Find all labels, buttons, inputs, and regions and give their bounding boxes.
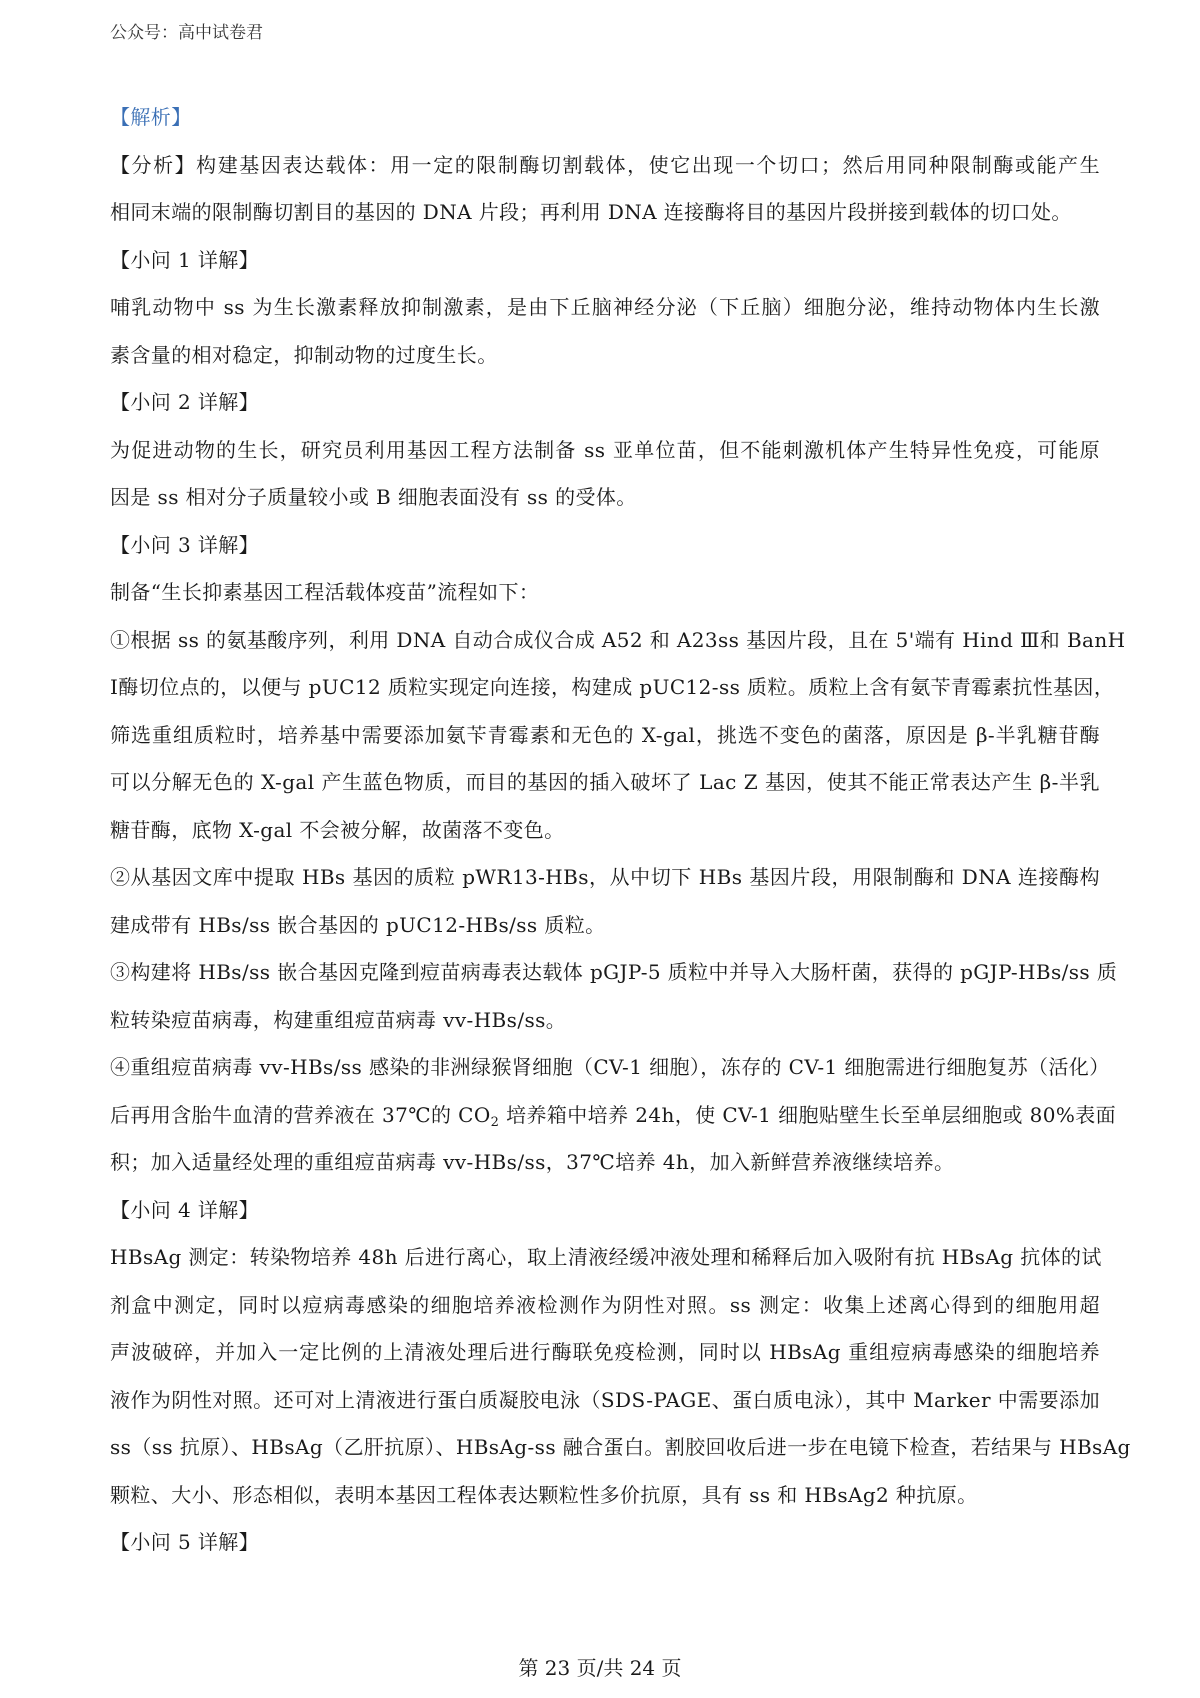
line-text: 液作为阴性对照。还可对上清液进行蛋白质凝胶电泳（SDS-PAGE、蛋白质电泳），其中 Marker 中需要添加 — [110, 1387, 1100, 1412]
text-line — [110, 1472, 1100, 1520]
line-text: HBsAg 测定：转染物培养 48h 后进行离心，取上清液经缓冲液处理和稀释后加入吸附有抗 HBsAg 抗体的试 — [110, 1245, 1102, 1269]
text-line — [110, 237, 1100, 285]
line-text: 为促进动物的生长，研究员利用基因工程方法制备 ss 亚单位苗，但不能刺激机体产生特异性免疫，可能原 — [110, 437, 1100, 462]
line-text: 【分析】构建基因表达载体：用一定的限制酶切割载体，使它出现一个切口；然后用同种限制酶或能产生 — [110, 152, 1100, 177]
text-line — [110, 1282, 1100, 1330]
line-text: 哺乳动物中 ss 为生长激素释放抑制激素，是由下丘脑神经分泌（下丘脑）细胞分泌，维持动物体内生长激 — [110, 295, 1100, 319]
text-line — [110, 1092, 1117, 1140]
text-line — [110, 522, 1100, 570]
line-text: 因是 ss 相对分子质量较小或 B 细胞表面没有 ss 的受体。 — [110, 485, 637, 509]
text-line — [110, 1187, 1100, 1235]
line-text-tail: 培养箱中培养 24h，使 CV-1 细胞贴壁生长至单层细胞或 80%表面 — [499, 1102, 1117, 1127]
line-text: 粒转染痘苗病毒，构建重组痘苗病毒 vv-HBs/ss。 — [110, 1007, 567, 1032]
line-text: 【小问 1 详解】 — [110, 247, 260, 272]
text-line — [110, 284, 1100, 332]
text-line — [110, 1329, 1100, 1377]
text-line — [110, 664, 1115, 712]
subscript: 2 — [490, 1114, 500, 1130]
line-text: 可以分解无色的 X-gal 产生蓝色物质，而目的基因的插入破坏了 Lac Z 基因，使其不能正常表达产生 β-半乳 — [110, 770, 1100, 794]
text-line — [110, 997, 1100, 1045]
line-text: 积；加入适量经处理的重组痘苗病毒 vv-HBs/ss，37℃培养 4h，加入新鲜营养液继续培养。 — [110, 1150, 955, 1174]
text-line — [110, 1377, 1100, 1425]
text-line — [110, 474, 1100, 522]
text-line — [110, 902, 1100, 950]
line-text: 剂盒中测定，同时以痘病毒感染的细胞培养液检测作为阴性对照。ss 测定：收集上述离心得到的细胞用超 — [110, 1292, 1100, 1317]
line-text: 糖苷酶，底物 X-gal 不会被分解，故菌落不变色。 — [110, 817, 565, 842]
text-line — [110, 1424, 1131, 1472]
text-line — [110, 617, 1126, 665]
text-line — [110, 949, 1118, 997]
text-line — [110, 1139, 1100, 1187]
line-text: ②从基因文库中提取 HBs 基因的质粒 pWR13-HBs，从中切下 HBs 基因片段，用限制酶和 DNA 连接酶构 — [110, 865, 1100, 889]
text-line — [110, 1044, 1110, 1092]
line-text: 【解析】 — [110, 105, 192, 129]
text-line — [110, 1519, 1100, 1567]
line-text: 后再用含胎牛血清的营养液在 37℃的 CO — [110, 1102, 491, 1127]
text-line — [110, 712, 1100, 760]
line-text: 颗粒、大小、形态相似，表明本基因工程体表达颗粒性多价抗原，具有 ss 和 HBsAg2 种抗原。 — [110, 1482, 978, 1507]
line-text: ①根据 ss 的氨基酸序列，利用 DNA 自动合成仪合成 A52 和 A23ss 基因片段，且在 5'端有 Hind Ⅲ和 BanH — [110, 627, 1126, 652]
line-text: 制备“生长抑素基因工程活载体疫苗”流程如下： — [110, 580, 540, 604]
line-text: 【小问 2 详解】 — [110, 390, 260, 414]
section-heading — [110, 94, 1100, 142]
page-header: 公众号：高中试卷君 — [110, 23, 263, 43]
line-text: 【小问 3 详解】 — [110, 532, 260, 557]
line-text: 【小问 5 详解】 — [110, 1530, 260, 1554]
line-text: 筛选重组质粒时，培养基中需要添加氨苄青霉素和无色的 X-gal，挑选不变色的菌落，原因是 β-半乳糖苷酶 — [110, 722, 1100, 747]
line-text: ③构建将 HBs/ss 嵌合基因克隆到痘苗病毒表达载体 pGJP-5 质粒中并导入大肠杆菌，获得的 pGJP-HBs/ss 质 — [110, 960, 1118, 984]
line-text: Ⅰ酶切位点的，以便与 pUC12 质粒实现定向连接，构建成 pUC12-ss 质粒。质粒上含有氨苄青霉素抗性基因， — [110, 675, 1115, 699]
document-body — [110, 94, 1131, 1567]
line-text: 【小问 4 详解】 — [110, 1197, 260, 1222]
line-text: ④重组痘苗病毒 vv-HBs/ss 感染的非洲绿猴肾细胞（CV-1 细胞），冻存的 CV-1 细胞需进行细胞复苏（活化） — [110, 1055, 1110, 1079]
page-number: 第 23 页/共 24 页 — [518, 1656, 682, 1680]
text-line — [110, 427, 1100, 475]
line-text: 相同末端的限制酶切割目的基因的 DNA 片段；再利用 DNA 连接酶将目的基因片段拼接到载体的切口处。 — [110, 200, 1072, 224]
text-line — [110, 332, 1100, 380]
text-line — [110, 1234, 1100, 1282]
text-line — [110, 379, 1100, 427]
line-text: 声波破碎，并加入一定比例的上清液处理后进行酶联免疫检测，同时以 HBsAg 重组痘病毒感染的细胞培养 — [110, 1340, 1100, 1364]
text-line — [110, 854, 1100, 902]
text-line — [110, 189, 1100, 237]
line-text: ss（ss 抗原）、HBsAg（乙肝抗原）、HBsAg-ss 融合蛋白。割胶回收后进一步在电镜下检查，若结果与 HBsAg — [110, 1435, 1131, 1459]
text-line — [110, 807, 1100, 855]
text-line — [110, 759, 1100, 807]
line-text: 素含量的相对稳定，抑制动物的过度生长。 — [110, 342, 498, 367]
line-text: 建成带有 HBs/ss 嵌合基因的 pUC12-HBs/ss 质粒。 — [110, 912, 606, 937]
text-line — [110, 569, 1100, 617]
text-line — [110, 142, 1100, 190]
